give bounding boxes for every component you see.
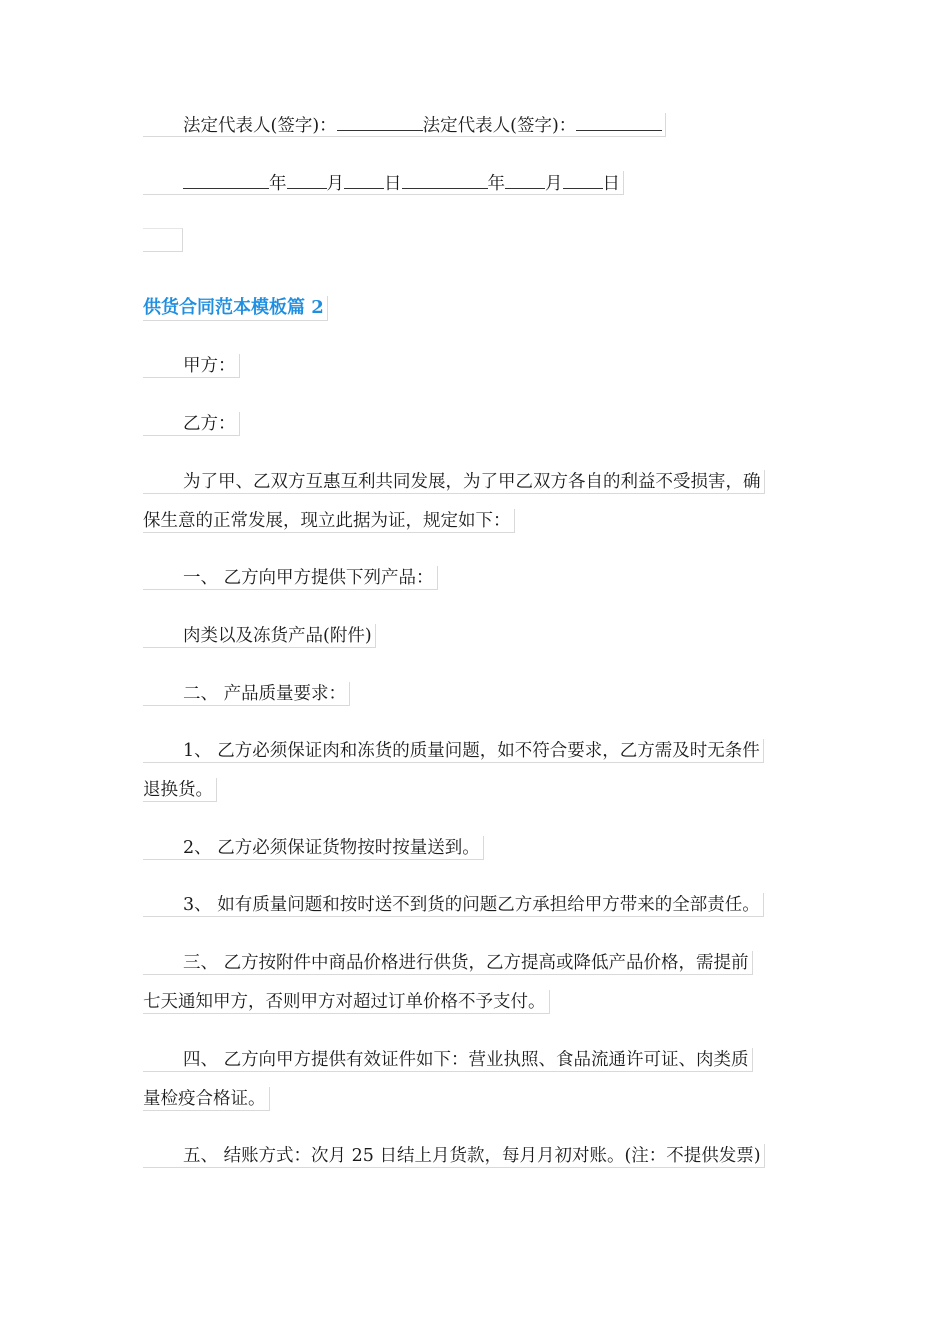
clause-2-item-1-line-2: 退换货。 — [143, 778, 217, 802]
year-blank — [183, 171, 269, 189]
rep-a-blank — [337, 113, 423, 131]
clause-4-line-2: 量检疫合格证。 — [143, 1087, 270, 1111]
year-label-2: 年 — [487, 174, 505, 194]
clause-2-item-1-line-1: 1、 乙方必须保证肉和冻货的质量问题，如不符合要求，乙方需及时无条件 — [143, 739, 764, 763]
day-label-2: 日 — [602, 174, 620, 194]
month-label-2: 月 — [545, 174, 563, 194]
year-label: 年 — [269, 174, 287, 194]
rep-b-blank — [576, 113, 662, 131]
clause-4-line-1: 四、 乙方向甲方提供有效证件如下：营业执照、食品流通许可证、肉类质 — [143, 1048, 753, 1072]
clause-3-line-2: 七天通知甲方，否则甲方对超过订单价格不予支付。 — [143, 990, 550, 1014]
clause-2-item-2: 2、 乙方必须保证货物按时按量送到。 — [143, 836, 484, 860]
day-blank-2 — [563, 171, 603, 189]
clause-2-item-3: 3、 如有质量问题和按时送不到货的问题乙方承担给甲方带来的全部责任。 — [143, 893, 764, 917]
clause-2-title: 二、 产品质量要求： — [143, 682, 350, 706]
clause-1-body: 肉类以及冻货产品(附件) — [143, 624, 376, 648]
clause-1-title: 一、 乙方向甲方提供下列产品： — [143, 566, 438, 590]
rep-a-label: 法定代表人(签字)： — [183, 116, 337, 136]
clause-5: 五、 结账方式：次月 25 日结上月货款，每月月初对账。(注：不提供发票) — [143, 1144, 765, 1168]
intro-line-1: 为了甲、乙双方互惠互利共同发展，为了甲乙双方各自的利益不受损害，确 — [143, 470, 765, 494]
intro-line-2: 保生意的正常发展，现立此据为证，规定如下： — [143, 509, 515, 533]
party-b-line: 乙方： — [143, 412, 240, 436]
empty-paragraph — [143, 228, 183, 252]
section-title: 供货合同范本模板篇 2 — [143, 296, 328, 321]
day-label: 日 — [384, 174, 402, 194]
party-a-line: 甲方： — [143, 354, 240, 378]
year-blank-2 — [402, 171, 488, 189]
date-line — [143, 171, 624, 195]
day-blank — [344, 171, 384, 189]
month-blank — [287, 171, 327, 189]
month-label: 月 — [326, 174, 344, 194]
signature-line — [143, 113, 666, 137]
clause-3-line-1: 三、 乙方按附件中商品价格进行供货，乙方提高或降低产品价格，需提前 — [143, 951, 753, 975]
rep-b-label: 法定代表人(签字)： — [422, 116, 577, 136]
month-blank-2 — [505, 171, 545, 189]
